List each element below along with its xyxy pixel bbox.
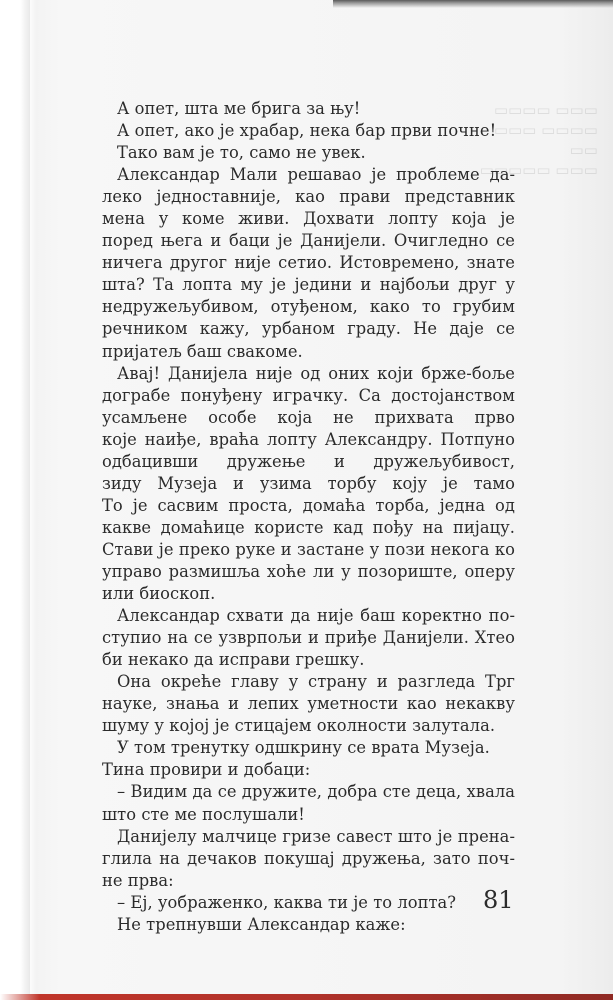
text-line: поред њега и баци је Данијели. Очигледно се: [102, 231, 515, 251]
text-line: То је сасвим проста, домаћа торба, једна од: [102, 495, 515, 515]
page-gutter-shadow: [0, 0, 30, 1000]
text-line: шта? Та лопта му је једини и најбољи друг у: [102, 275, 515, 295]
text-line: Тако вам је то, само не увек.: [117, 143, 366, 163]
text-line: – Еј, уображенко, каква ти је то лопта?: [117, 892, 457, 912]
text-line: недружељубивом, отуђеном, како то грубим: [102, 297, 515, 317]
text-line: А опет, ако је храбар, нека бар први почне!: [117, 121, 497, 141]
text-line: Александар Мали решавао је проблеме да-: [117, 165, 515, 185]
text-line: које наиђе, враћа лопту Александру. Потпуно: [102, 429, 515, 449]
text-line: дограбе понуђену играчку. Са достојанством: [102, 385, 515, 405]
text-line: Стави је преко руке и застане у пози некога ко: [102, 539, 515, 559]
text-line: Она окреће главу у страну и разгледа Трг: [117, 672, 515, 692]
body-text: [102, 98, 515, 936]
text-line: Авај! Данијела није од оних који брже-боље: [117, 363, 515, 383]
text-line: науке, знања и лепих уметности као некакву: [102, 694, 515, 714]
text-line: пријатељ баш свакоме.: [102, 341, 303, 361]
page-bottom-edge: [0, 994, 613, 1000]
text-line: ступио на се узврпољи и приђе Данијели. Хтео: [102, 628, 515, 648]
text-line: глила на дечаков покушај дружења, зато поч-: [102, 848, 515, 868]
text-line: управо размишља хоће ли у позориште, оперу: [102, 561, 515, 581]
text-line: леко једноставније, као прави представник: [102, 187, 515, 207]
show-through-text: ▭▭▭ ▭▭▭▭ ▭▭▭▭ ▭▭▭ ▭▭ ▭▭▭ ▭▭▭▭▭: [479, 101, 598, 179]
text-line: усамљене особе која не прихвата прво: [102, 407, 515, 427]
text-line: не прва:: [102, 870, 174, 890]
text-line: какве домаћице користе кад пођу на пијацу.: [102, 517, 515, 537]
text-line: или биоскоп.: [102, 584, 216, 604]
text-line: одбацивши дружење и дружељубивост,: [102, 451, 515, 471]
text-line: мена у коме живи. Дохвати лопту која је: [102, 209, 515, 229]
text-line: би некако да исправи грешку.: [102, 650, 365, 670]
text-line: У том тренутку одшкрину се врата Музеја.: [117, 738, 490, 758]
text-line: зиду Музеја и узима торбу коју је тамо: [102, 473, 515, 493]
page-number: 81: [483, 886, 514, 914]
text-line: А опет, шта ме брига за њу!: [117, 99, 361, 118]
text-line: – Видим да се дружите, добра сте деца, хвала: [117, 782, 515, 802]
text-line: Александар схвати да није баш коректно по-: [117, 606, 515, 626]
page-top-shadow: [333, 0, 613, 8]
text-line: Данијелу малчице гризе савест што је прена-: [117, 826, 515, 846]
text-line: Не трепнувши Александар каже:: [117, 914, 406, 934]
text-line: шуму у којој је стицајем околности залутала.: [102, 716, 496, 736]
text-line: ничега другог није сетио. Истовремено, знате: [102, 253, 515, 273]
text-line: што сте ме послушали!: [102, 804, 305, 824]
text-line: речником кажу, урбаном граду. Не даје се: [102, 319, 515, 339]
text-line: Тина провири и добаци:: [102, 760, 311, 780]
